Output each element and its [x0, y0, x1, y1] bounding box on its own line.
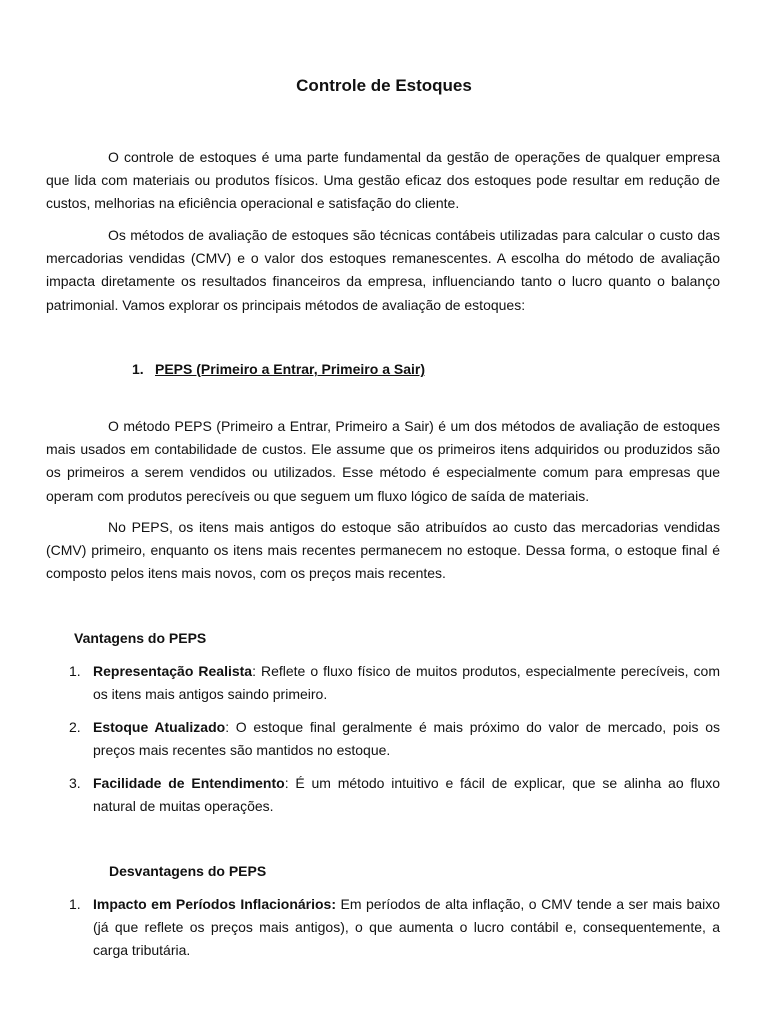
advantage-term: Estoque Atualizado	[93, 719, 226, 735]
section-number: 1.	[132, 361, 144, 377]
advantage-item: Estoque Atualizado: O estoque final geralmente é mais próximo do valor de mercado, pois os preços mais recentes são mantidos no estoque.	[93, 719, 720, 759]
advantage-term: Facilidade de Entendimento	[93, 775, 285, 791]
section-heading-peps[interactable]: PEPS (Primeiro a Entrar, Primeiro a Sair)	[155, 361, 425, 377]
intro-paragraph-2: Os métodos de avaliação de estoques são técnicas contábeis utilizadas para calcular o custo das mercadorias vendidas (CMV) e o valor dos estoques remanescentes. A escolha do método de avaliação impacta diretamente os resultados financeiros da empresa, influenciando tanto o lucro quanto o balanço patrimonial. Vamos explorar os principais métodos de avaliação de estoques:	[46, 227, 720, 313]
disadvantage-number: 1.	[69, 896, 81, 912]
advantage-item: Facilidade de Entendimento: É um método intuitivo e fácil de explicar, que se alinha ao fluxo natural de muitas operações.	[93, 775, 720, 815]
document-title: Controle de Estoques	[296, 76, 472, 95]
intro-paragraph-1: O controle de estoques é uma parte fundamental da gestão de operações de qualquer empresa que lida com materiais ou produtos físicos. Uma gestão eficaz dos estoques pode resultar em redução de custos, melhorias na eficiência operacional e satisfação do cliente.	[46, 149, 720, 212]
advantage-term: Representação Realista	[93, 663, 253, 679]
advantage-number: 2.	[69, 719, 81, 735]
peps-paragraph-2: No PEPS, os itens mais antigos do estoque são atribuídos ao custo das mercadorias vendidas (CMV) primeiro, enquanto os itens mais recentes permanecem no estoque. Dessa forma, o estoque final é composto pelos itens mais novos, com os preços mais recentes.	[46, 519, 720, 582]
advantage-item: Representação Realista: Reflete o fluxo físico de muitos produtos, especialmente perecíveis, com os itens mais antigos saindo primeiro.	[93, 663, 721, 703]
peps-paragraph-1: O método PEPS (Primeiro a Entrar, Primeiro a Sair) é um dos métodos de avaliação de estoques mais usados em contabilidade de custos. Ele assume que os primeiros itens adquiridos ou produzidos são os primeiros a serem vendidos ou utilizados. Esse método é especialmente comum para empresas que operam com produtos perecíveis ou que seguem um fluxo lógico de saída de materiais.	[46, 418, 720, 504]
advantage-number: 3.	[69, 775, 81, 791]
advantage-number: 1.	[69, 663, 81, 679]
disadvantage-term: Impacto em Períodos Inflacionários:	[93, 896, 337, 912]
disadvantages-heading: Desvantagens do PEPS	[109, 863, 267, 879]
advantages-heading: Vantagens do PEPS	[74, 630, 207, 646]
disadvantage-item: Impacto em Períodos Inflacionários: Em períodos de alta inflação, o CMV tende a ser mais baixo (já que reflete os preços mais antigos), o que aumenta o lucro contábil e, consequentemente, a carga tributária.	[93, 896, 721, 959]
